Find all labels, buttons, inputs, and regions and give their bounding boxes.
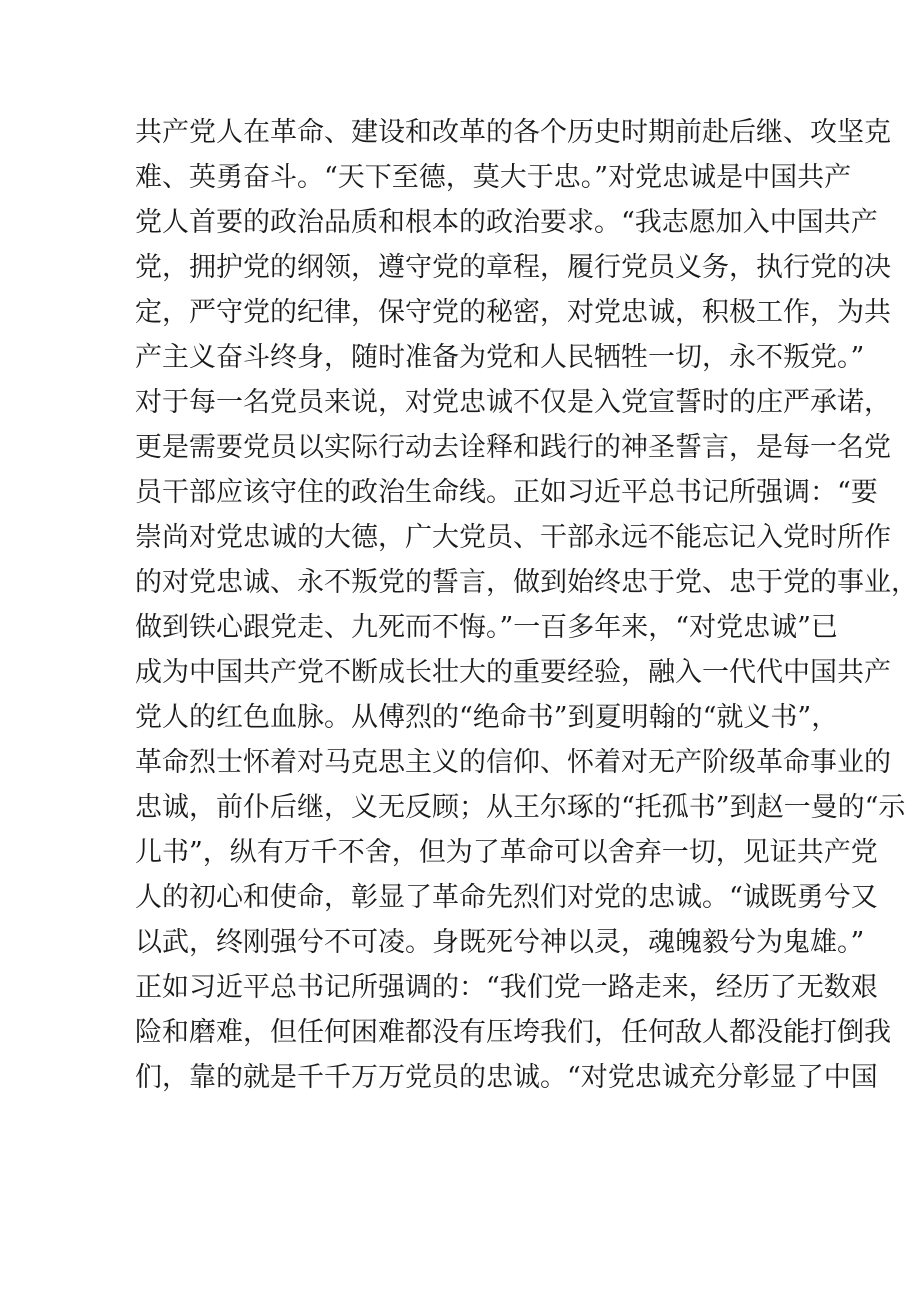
text-line: 对于每一名党员来说，对党忠诚不仅是入党宣誓时的庄严承诺， (135, 387, 891, 418)
text-line: 的对党忠诚、永不叛党的誓言，做到始终忠于党、忠于党的事业， (135, 567, 918, 598)
text-line: 忠诚，前仆后继，义无反顾；从王尔琢的“托孤书”到赵一曼的“示 (135, 792, 906, 823)
text-line: 儿书”，纵有万千不舍，但为了革命可以舍弃一切，见证共产党 (135, 837, 878, 868)
text-line: 员干部应该守住的政治生命线。正如习近平总书记所强调：“要 (135, 477, 878, 508)
text-line: 成为中国共产党不断成长壮大的重要经验，融入一代代中国共产 (135, 657, 891, 688)
text-line: 党人首要的政治品质和根本的政治要求。“我志愿加入中国共产 (135, 207, 878, 238)
text-line: 定，严守党的纪律，保守党的秘密，对党忠诚，积极工作，为共 (135, 297, 891, 328)
text-line: 共产党人在革命、建设和改革的各个历史时期前赴后继、攻坚克 (135, 117, 891, 148)
text-line: 们，靠的就是千千万万党员的忠诚。“对党忠诚充分彰显了中国 (135, 1062, 878, 1093)
text-line: 难、英勇奋斗。“天下至德，莫大于忠。”对党忠诚是中国共产 (135, 162, 852, 193)
text-line: 以武，终刚强兮不可凌。身既死兮神以灵，魂魄毅兮为鬼雄。” (135, 927, 865, 958)
body-paragraph (135, 110, 918, 1100)
text-line: 正如习近平总书记所强调的：“我们党一路走来，经历了无数艰 (135, 972, 878, 1003)
text-line: 更是需要党员以实际行动去诠释和践行的神圣誓言，是每一名党 (135, 432, 891, 463)
text-line: 革命烈士怀着对马克思主义的信仰、怀着对无产阶级革命事业的 (135, 747, 891, 778)
text-line: 崇尚对党忠诚的大德，广大党员、干部永远不能忘记入党时所作 (135, 522, 891, 553)
text-line: 党人的红色血脉。从傅烈的“绝命书”到夏明翰的“就义书”， (135, 702, 839, 733)
text-line: 险和磨难，但任何困难都没有压垮我们，任何敌人都没能打倒我 (135, 1017, 891, 1048)
text-line: 产主义奋斗终身，随时准备为党和人民牺牲一切，永不叛党。” (135, 342, 865, 373)
text-line: 党，拥护党的纲领，遵守党的章程，履行党员义务，执行党的决 (135, 252, 891, 283)
text-line: 人的初心和使命，彰显了革命先烈们对党的忠诚。“诚既勇兮又 (135, 882, 878, 913)
text-line: 做到铁心跟党走、九死而不悔。”一百多年来，“对党忠诚”已 (135, 612, 838, 643)
